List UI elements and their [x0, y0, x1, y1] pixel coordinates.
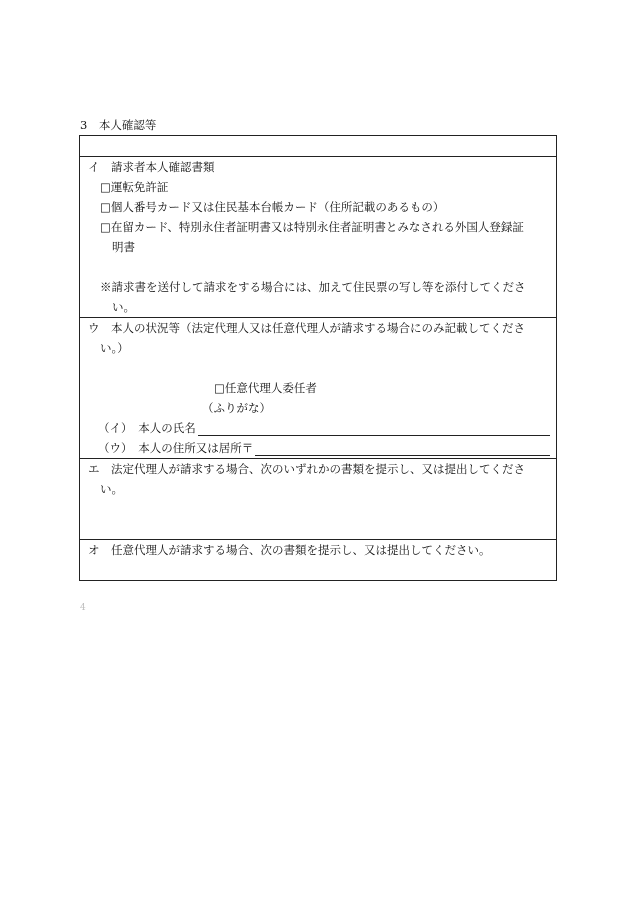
block-requester-type	[80, 136, 556, 156]
legal-rep-label-continued: い。	[100, 482, 123, 496]
section-heading: 3 本人確認等	[80, 118, 157, 132]
page-number: 4	[80, 603, 86, 613]
legal-rep-label: エ 法定代理人が請求する場合、次のいずれかの書類を提示し、又は提出してくださ	[88, 462, 525, 476]
mail-note-continued: い。	[112, 300, 135, 314]
principal-name-label: （イ） 本人の氏名	[98, 421, 196, 435]
block-principal-status	[80, 317, 556, 458]
principal-name-field[interactable]	[198, 421, 550, 436]
principal-address-label: （ウ） 本人の住所又は居所〒	[98, 441, 254, 455]
id-documents-label: イ 請求者本人確認書類	[88, 160, 215, 174]
principal-status-label: ウ 本人の状況等（法定代理人又は任意代理人が請求する場合にのみ記載してくださ	[88, 321, 525, 335]
mail-note: ※請求書を送付して請求をする場合には、加えて住民票の写し等を添付してくださ	[100, 280, 526, 294]
principal-status-label-continued: い。）	[100, 341, 129, 355]
block-legal-rep-documents	[80, 458, 556, 539]
identity-confirmation-form	[79, 135, 557, 581]
checkbox-my-number-card[interactable]: □個人番号カード又は住民基本台帳カード（住所記載のあるもの）	[100, 200, 445, 214]
furigana-label: （ふりがな）	[202, 401, 271, 415]
checkbox-drivers-license[interactable]: □運転免許証	[100, 180, 169, 194]
block-id-documents	[80, 156, 556, 317]
voluntary-rep-label: オ 任意代理人が請求する場合、次の書類を提示し、又は提出してください。	[88, 543, 491, 557]
block-voluntary-rep-documents	[80, 539, 556, 580]
checkbox-delegator[interactable]: □任意代理人委任者	[214, 381, 317, 395]
checkbox-residence-card[interactable]: □在留カード、特別永住者証明書又は特別永住者証明書とみなされる外国人登録証	[100, 220, 524, 234]
residence-card-continued: 明書	[112, 240, 135, 254]
principal-address-field[interactable]	[255, 441, 550, 456]
